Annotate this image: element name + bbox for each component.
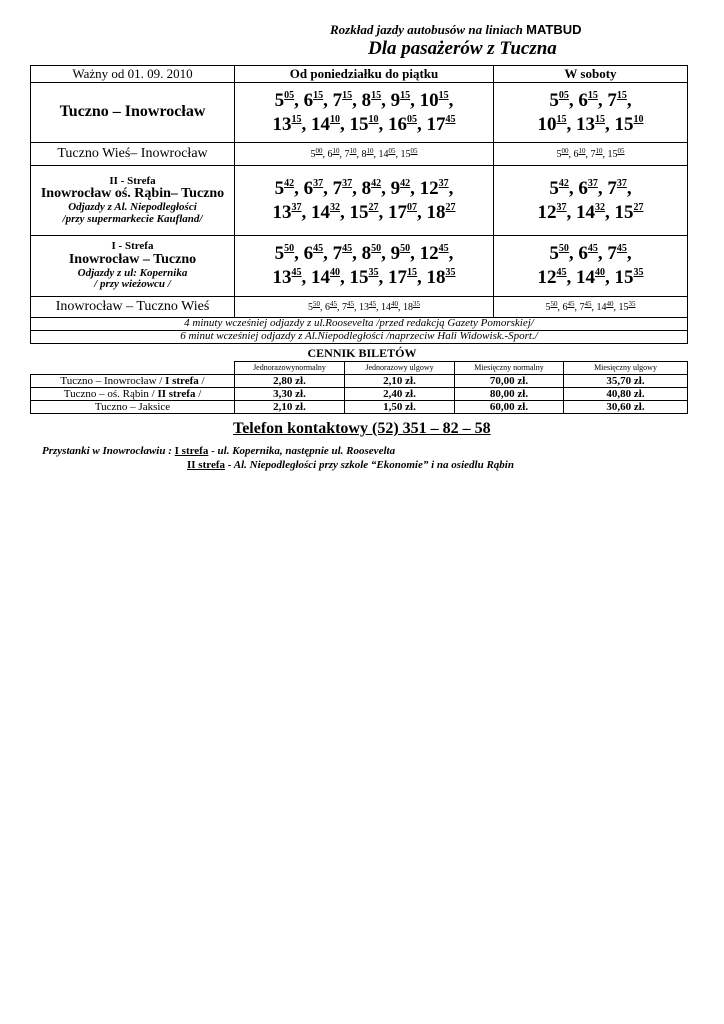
price-value: 2,10 zł. (235, 401, 345, 414)
departure-time: $14^{05}$ (378, 146, 396, 160)
weekday-times (235, 83, 494, 143)
departure-time: $15^{35}$ (614, 267, 644, 288)
zone-name: II strefa (187, 459, 225, 471)
price-route: Tuczno – oś. Rąbin / II strefa / (31, 388, 235, 401)
times-line: $5^{50}$, $6^{45}$, $7^{45}$, $14^{40}$, $15^{35}$ (545, 299, 636, 313)
departure-time: $15^{10}$ (349, 113, 379, 135)
departure-time: $9^{50}$ (390, 243, 411, 265)
times-line: $12^{37}$, $14^{32}$, $15^{27}$ (537, 201, 644, 223)
departure-time: $8^{50}$ (361, 243, 382, 265)
departure-time: $7^{37}$ (332, 177, 353, 199)
departure-time: $7^{45}$ (579, 299, 592, 313)
departure-time: $12^{37}$ (537, 201, 567, 223)
departure-time: $7^{10}$ (590, 146, 603, 160)
departure-time: $5^{50}$ (308, 299, 320, 313)
timetable-row (31, 143, 688, 166)
departure-time: $18^{27}$ (426, 201, 456, 223)
price-value: 3,30 zł. (235, 388, 345, 401)
departure-time: $14^{40}$ (381, 299, 398, 313)
departure-time: $8^{10}$ (361, 146, 374, 160)
saturday-times (494, 143, 688, 166)
departure-time: $13^{45}$ (359, 299, 376, 313)
times-line: $5^{00}$, $6^{10}$, $7^{10}$, $8^{10}$, $14^{05}$, $15^{05}$ (310, 146, 418, 160)
departure-note: / przy wieżowcu / (94, 278, 171, 291)
departure-time: $15^{05}$ (400, 146, 418, 160)
times-line: $5^{42}$, $6^{37}$, $7^{37}$, $8^{42}$, $9^{42}$, $12^{37}$, (274, 177, 454, 199)
zone-name: I strefa (165, 375, 199, 387)
departure-time: $5^{42}$ (549, 177, 569, 199)
times-line: $5^{05}$, $6^{15}$, $7^{15}$, $8^{15}$, $9^{15}$, $10^{15}$, (274, 89, 454, 111)
price-value: 40,80 zł. (564, 388, 688, 401)
price-header: Miesięczny ulgowy (564, 362, 688, 375)
departure-time: $6^{15}$ (303, 89, 324, 111)
saturday-times (494, 166, 688, 236)
price-value: 30,60 zł. (564, 401, 688, 414)
contact-phone: Telefon kontaktowy (52) 351 – 82 – 58 (233, 420, 491, 437)
times-line: $13^{15}$, $14^{10}$, $15^{10}$, $16^{05}$, $17^{45}$ (272, 113, 456, 135)
weekday-times (235, 166, 494, 236)
departure-time: $5^{00}$ (310, 146, 323, 160)
times-line: $13^{45}$, $14^{40}$, $15^{35}$, $17^{15}$, $18^{35}$ (272, 267, 456, 288)
departure-time: $7^{45}$ (342, 299, 354, 313)
price-value: 80,00 zł. (455, 388, 564, 401)
price-route: Tuczno – Inowrocław / I strefa / (31, 375, 235, 388)
brand-name: MATBUD (526, 22, 582, 37)
departure-time: $15^{35}$ (349, 267, 379, 288)
price-row (31, 401, 688, 414)
times-line: $12^{45}$, $14^{40}$, $15^{35}$ (537, 267, 644, 288)
weekday-times (235, 143, 494, 166)
departure-time: $12^{45}$ (419, 243, 449, 265)
departure-time: $15^{27}$ (614, 201, 644, 223)
timetable-row (31, 236, 688, 297)
saturday-column-header: W soboty (494, 66, 688, 83)
departure-note: Odjazdy z ul: Kopernika (77, 266, 188, 279)
times-line: $5^{50}$, $6^{45}$, $7^{45}$, $13^{45}$, $14^{40}$, $18^{35}$ (308, 299, 420, 313)
departure-time: $7^{10}$ (344, 146, 357, 160)
header-line (330, 22, 582, 38)
departure-time: $6^{10}$ (327, 146, 340, 160)
saturday-times (494, 297, 688, 318)
route-cell (31, 236, 235, 297)
departure-time: $14^{32}$ (311, 201, 340, 223)
departure-time: $14^{40}$ (311, 267, 340, 288)
page-title: Dla pasażerów z Tuczna (368, 38, 557, 59)
departure-time: $7^{45}$ (332, 243, 353, 265)
price-value: 2,40 zł. (345, 388, 455, 401)
timetable-row (31, 297, 688, 318)
departure-time: $10^{15}$ (419, 89, 449, 111)
price-header: Miesięczny normalny (455, 362, 564, 375)
departure-time: $6^{45}$ (303, 243, 324, 265)
price-row (31, 388, 688, 401)
departure-time: $7^{37}$ (607, 177, 627, 199)
times-line: $5^{50}$, $6^{45}$, $7^{45}$, $8^{50}$, $9^{50}$, $12^{45}$, (274, 243, 454, 265)
departure-time: $18^{35}$ (426, 267, 456, 288)
departure-time: $14^{32}$ (576, 201, 605, 223)
departure-time: $12^{45}$ (537, 267, 567, 288)
times-line: $5^{00}$, $6^{10}$, $7^{10}$, $15^{05}$ (556, 146, 625, 160)
departure-time: $14^{10}$ (311, 113, 340, 135)
weekday-times (235, 297, 494, 318)
header-title: Rozkład jazdy autobusów na liniach (330, 22, 527, 37)
departure-time: $17^{45}$ (426, 113, 456, 135)
route-name: Tuczno Wieś– Inowrocław (31, 143, 235, 166)
price-list-title: CENNIK BILETÓW (307, 346, 417, 360)
price-value: 35,70 zł. (564, 375, 688, 388)
price-header: Jednorazowynormalny (235, 362, 345, 375)
departure-time: $6^{10}$ (573, 146, 586, 160)
departure-time: $18^{35}$ (403, 299, 420, 313)
departure-time: $13^{15}$ (272, 113, 302, 135)
departure-time: $5^{50}$ (549, 243, 569, 265)
departure-time: $5^{00}$ (556, 146, 569, 160)
route-name: Inowrocław oś. Rąbin– Tuczno (40, 186, 225, 202)
departure-time: $13^{45}$ (272, 267, 302, 288)
price-value: 2,10 zł. (345, 375, 455, 388)
departure-time: $7^{15}$ (332, 89, 353, 111)
times-line: $5^{50}$, $6^{45}$, $7^{45}$, (549, 243, 632, 265)
route-name: Tuczno – Inowrocław (31, 83, 235, 143)
saturday-times (494, 236, 688, 297)
departure-time: $17^{15}$ (388, 267, 417, 288)
departure-time: $17^{07}$ (388, 201, 417, 223)
departure-time: $14^{40}$ (576, 267, 605, 288)
departure-time: $9^{15}$ (390, 89, 411, 111)
weekday-column-header: Od poniedziałku do piątku (235, 66, 494, 83)
times-line: $10^{15}$, $13^{15}$, $15^{10}$ (537, 113, 644, 135)
departure-time: $6^{45}$ (325, 299, 337, 313)
departure-time: $15^{27}$ (349, 201, 379, 223)
route-name: Inowrocław – Tuczno Wieś (31, 297, 235, 318)
departure-time: $9^{42}$ (390, 177, 411, 199)
departure-time: $8^{42}$ (361, 177, 382, 199)
departure-time: $7^{45}$ (607, 243, 627, 265)
departure-time: $10^{15}$ (537, 113, 567, 135)
departure-time: $6^{45}$ (578, 243, 598, 265)
timetable-row (31, 83, 688, 143)
departure-note: /przy supermarkecie Kaufland/ (62, 212, 203, 225)
weekday-times (235, 236, 494, 297)
price-route: Tuczno – Jaksice (31, 401, 235, 414)
departure-time: $5^{05}$ (549, 89, 569, 111)
zone-name: I strefa (174, 445, 209, 457)
schedule-note: 6 minut wcześniej odjazdy z Al.Niepodległości /naprzeciw Hali Widowisk.-Sport./ (31, 331, 688, 344)
departure-time: $5^{50}$ (274, 243, 295, 265)
price-value: 1,50 zł. (345, 401, 455, 414)
departure-time: $5^{05}$ (274, 89, 295, 111)
departure-time: $15^{35}$ (618, 299, 636, 313)
route-name: Inowrocław – Tuczno (68, 251, 197, 267)
departure-time: $16^{05}$ (388, 113, 417, 135)
timetable (30, 65, 688, 344)
price-header: Jednorazowy ulgowy (345, 362, 455, 375)
times-line: $5^{05}$, $6^{15}$, $7^{15}$, (549, 89, 632, 111)
route-cell (31, 166, 235, 236)
price-value: 70,00 zł. (455, 375, 564, 388)
departure-time: $6^{37}$ (303, 177, 324, 199)
departure-time: $5^{50}$ (545, 299, 558, 313)
stops-info: Przystanki w Inowrocławiu : I strefa - ul. Kopernika, następnie ul. Roosevelta (42, 445, 396, 457)
zone-label: II - Strefa (109, 174, 156, 187)
price-value: 60,00 zł. (455, 401, 564, 414)
price-value: 2,80 zł. (235, 375, 345, 388)
zone-name: II strefa (157, 388, 196, 400)
departure-time: $13^{15}$ (576, 113, 605, 135)
departure-time: $15^{05}$ (607, 146, 625, 160)
valid-from: Ważny od 01. 09. 2010 (31, 66, 235, 83)
times-line: $5^{42}$, $6^{37}$, $7^{37}$, (549, 177, 632, 199)
departure-time: $6^{45}$ (562, 299, 575, 313)
price-row (31, 375, 688, 388)
departure-time: $5^{42}$ (274, 177, 295, 199)
stops-info: II strefa - Al. Niepodległości przy szkole “Ekonomie” i na osiedlu Rąbin (187, 459, 514, 471)
departure-time: $6^{15}$ (578, 89, 598, 111)
zone-label: I - Strefa (111, 240, 154, 253)
departure-note: Odjazdy z Al. Niepodległości (68, 201, 197, 214)
schedule-note: 4 minuty wcześniej odjazdy z ul.Roosevelta /przed redakcją Gazety Pomorskiej/ (31, 318, 688, 331)
departure-time: $15^{10}$ (614, 113, 644, 135)
departure-time: $12^{37}$ (419, 177, 449, 199)
departure-time: $8^{15}$ (361, 89, 382, 111)
price-table (30, 361, 688, 414)
departure-time: $7^{15}$ (607, 89, 627, 111)
departure-time: $13^{37}$ (272, 201, 302, 223)
departure-time: $14^{40}$ (596, 299, 614, 313)
saturday-times (494, 83, 688, 143)
departure-time: $6^{37}$ (578, 177, 598, 199)
timetable-row (31, 166, 688, 236)
times-line: $13^{37}$, $14^{32}$, $15^{27}$, $17^{07}$, $18^{27}$ (272, 201, 456, 223)
